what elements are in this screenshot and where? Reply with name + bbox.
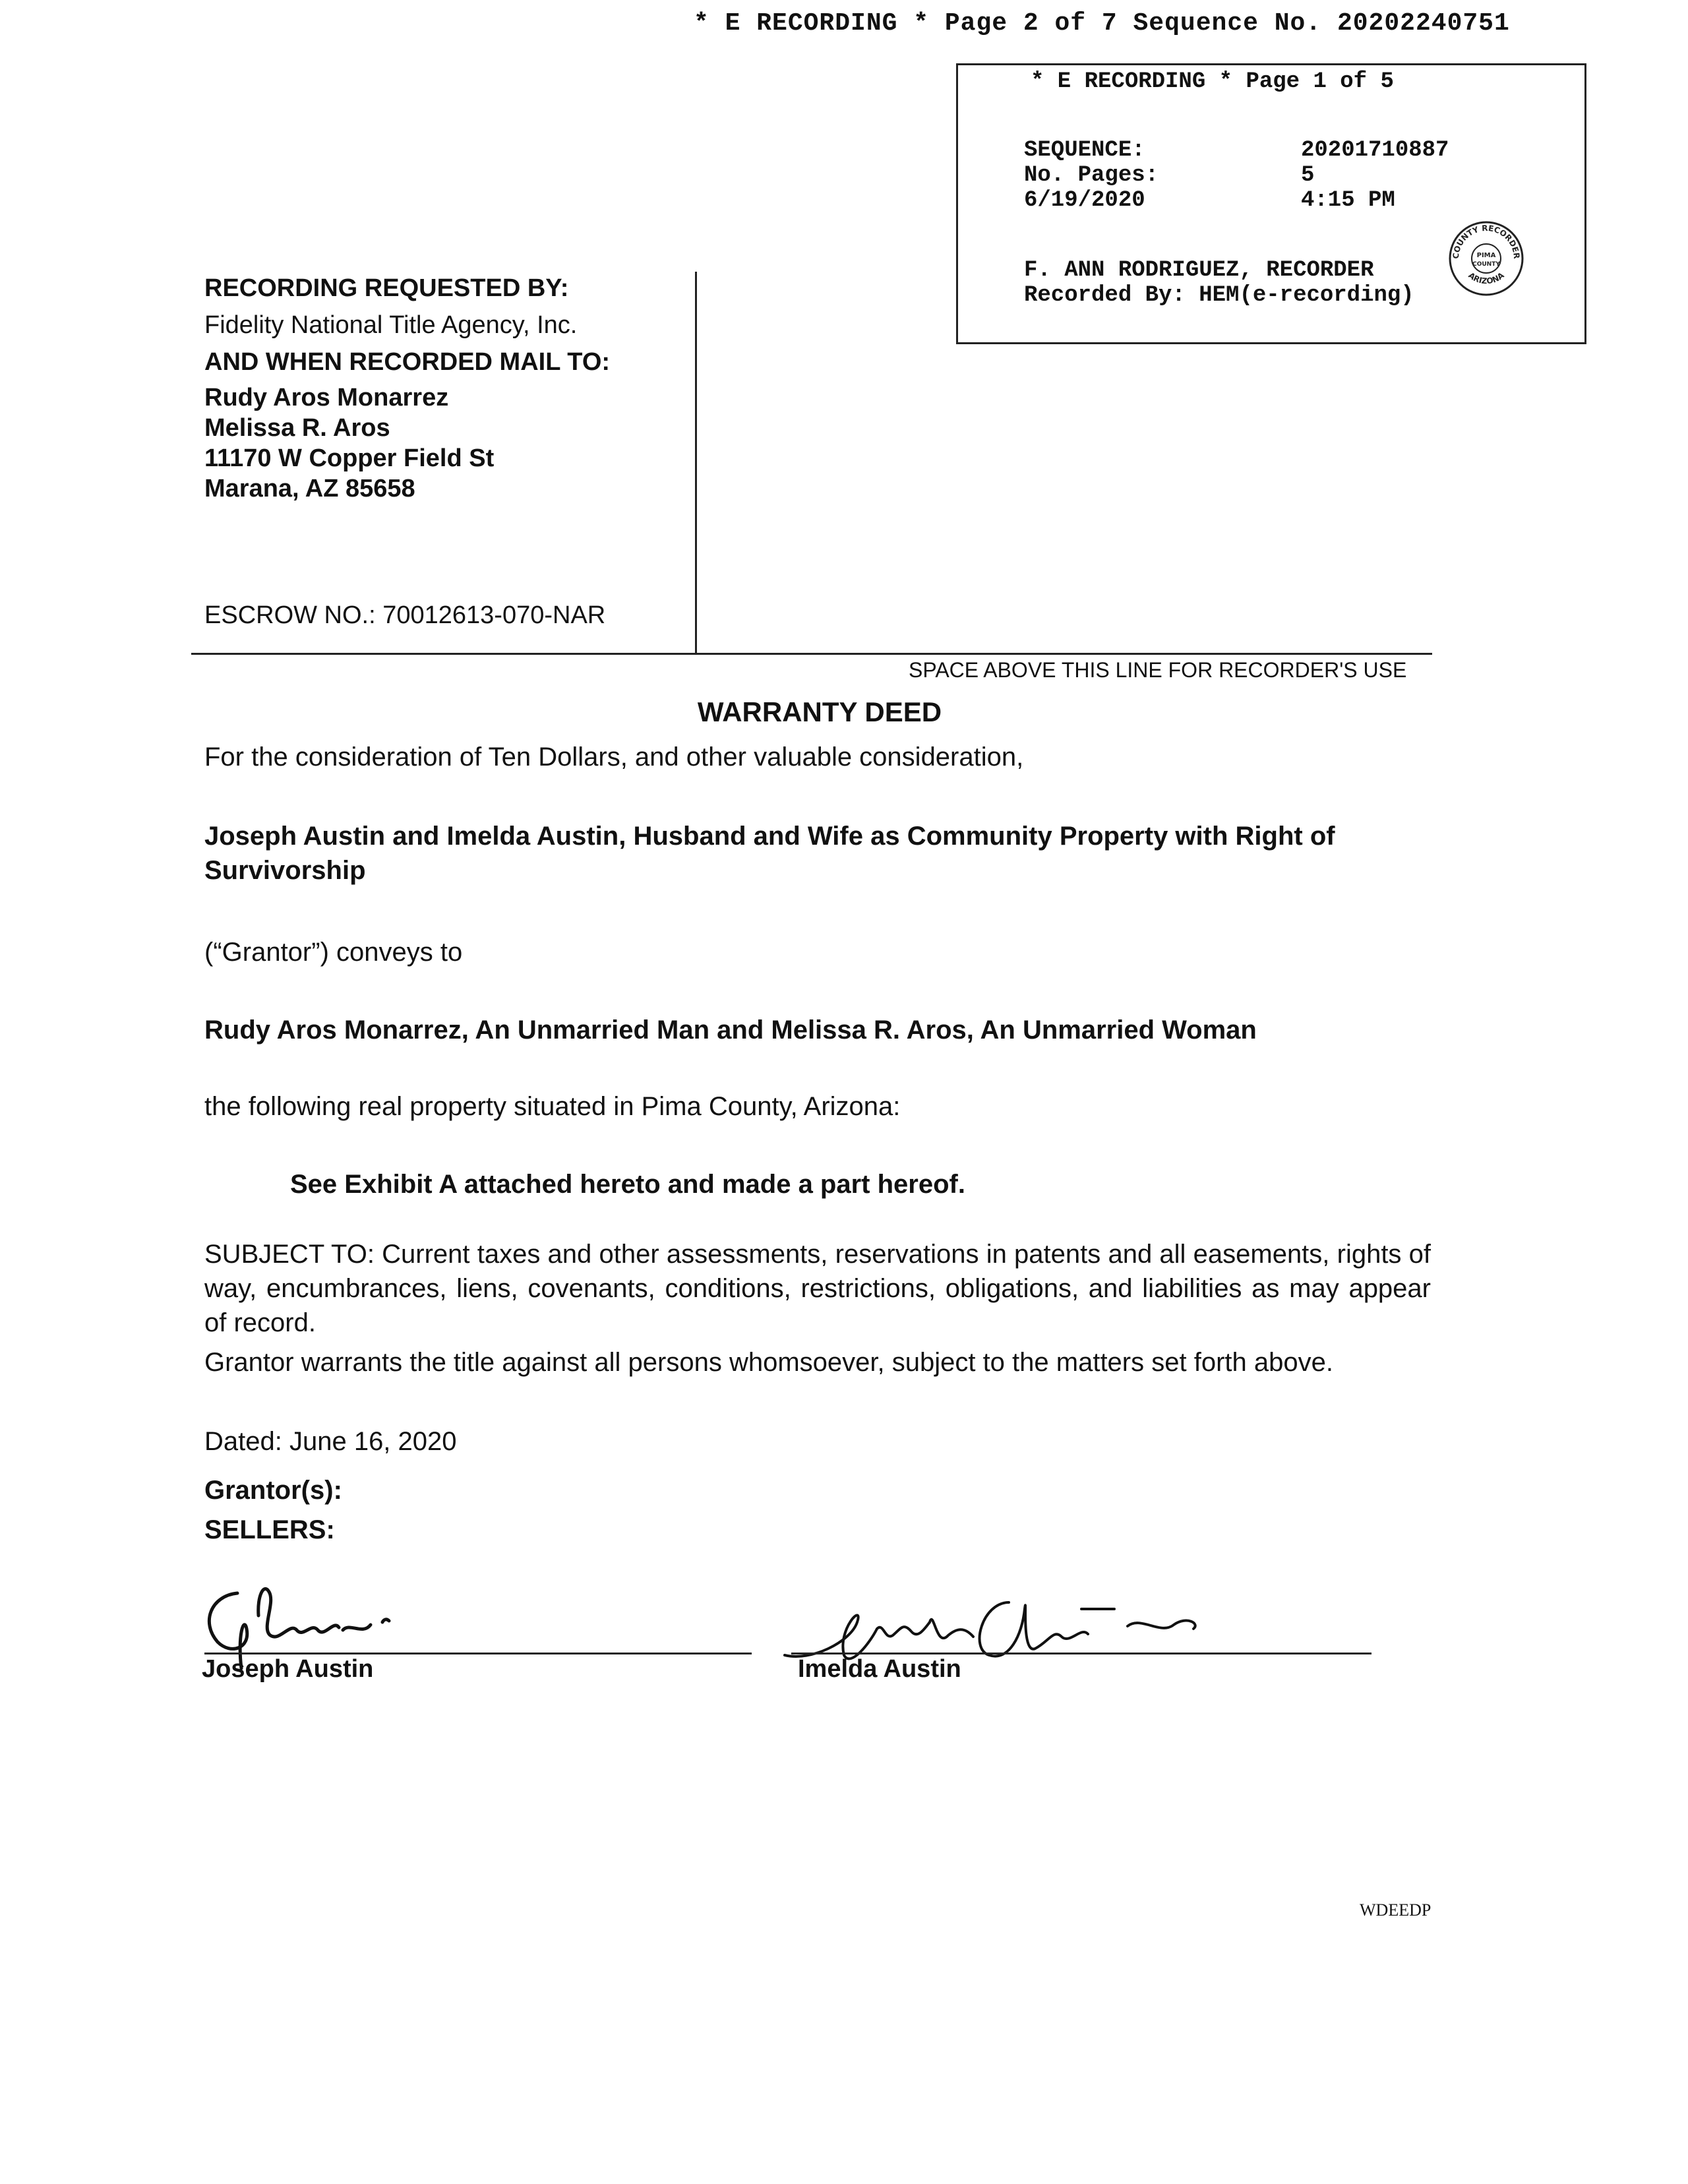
mail-to-line: Melissa R. Aros [204, 414, 390, 442]
recording-header: * E RECORDING * Page 2 of 7 Sequence No. 20202240751 [694, 9, 1510, 38]
warranty-text: Grantor warrants the title against all persons whomsoever, subject to the matters set forth above. [204, 1348, 1333, 1377]
seal-top-text: COUNTY RECORDER [1451, 223, 1522, 259]
seal-bottom-text: ARIZONA [1466, 270, 1506, 286]
stamp-time: 4:15 PM [1301, 188, 1395, 213]
requested-by: Fidelity National Title Agency, Inc. [204, 311, 578, 339]
property-text: the following real property situated in Pima County, Arizona: [204, 1092, 901, 1121]
grantor-names: Joseph Austin and Imelda Austin, Husband and Wife as Community Property with Right of Survivorship [204, 822, 1335, 885]
stamp-date: 6/19/2020 [1024, 188, 1145, 213]
divider-vertical [695, 272, 697, 654]
mail-to-line: 11170 W Copper Field St [204, 444, 495, 472]
stamp-sequence-label: SEQUENCE: [1024, 138, 1145, 163]
mail-to-line: Marana, AZ 85658 [204, 475, 415, 502]
dated-text: Dated: June 16, 2020 [204, 1427, 457, 1456]
stamp-pages-label: No. Pages: [1024, 163, 1159, 188]
stamp-sequence-value: 20201710887 [1301, 138, 1449, 163]
mail-to-line: Rudy Aros Monarrez [204, 384, 449, 411]
stamp-title: * E RECORDING * Page 1 of 5 [1031, 69, 1394, 94]
conveys-text: (“Grantor”) conveys to [204, 938, 463, 967]
recorder-use-note: SPACE ABOVE THIS LINE FOR RECORDER'S USE [909, 658, 1407, 682]
stamp-recorder: F. ANN RODRIGUEZ, RECORDER [1024, 258, 1374, 283]
stamp-pages-value: 5 [1301, 163, 1315, 188]
escrow-number: ESCROW NO.: 70012613-070-NAR [204, 601, 606, 629]
sellers-label: SELLERS: [204, 1515, 335, 1544]
grantee-names: Rudy Aros Monarrez, An Unmarried Man and Melissa R. Aros, An Unmarried Woman [204, 1016, 1257, 1045]
requested-by-label: RECORDING REQUESTED BY: [204, 274, 569, 302]
recorder-use-line [191, 653, 1432, 655]
grantors-label: Grantor(s): [204, 1476, 342, 1505]
seal-center-line2: COUNTY [1472, 261, 1500, 268]
mail-to-label: AND WHEN RECORDED MAIL TO: [204, 348, 611, 376]
recorder-stamp [956, 63, 1586, 344]
signer-name-1: Joseph Austin [202, 1655, 374, 1683]
signature-line-1 [204, 1653, 752, 1654]
subject-to-text: SUBJECT TO: Current taxes and other assessments, reservations in patents and all easements, rights of way, encumbrances, liens, covenants, conditions, restrictions, obligations, and liabilities as may appear of record. [204, 1240, 1431, 1337]
county-seal [1447, 220, 1525, 297]
consideration-text: For the consideration of Ten Dollars, and other valuable consideration, [204, 743, 1024, 772]
seal-center-line1: PIMA [1476, 252, 1496, 259]
exhibit-reference: See Exhibit A attached hereto and made a part hereof. [290, 1170, 965, 1199]
signer-name-2: Imelda Austin [798, 1655, 961, 1683]
signature-line-2 [791, 1653, 1372, 1654]
stamp-recorded-by: Recorded By: HEM(e-recording) [1024, 283, 1414, 308]
form-code: WDEEDP [1360, 1900, 1432, 1920]
deed-title: WARRANTY DEED [697, 696, 942, 727]
